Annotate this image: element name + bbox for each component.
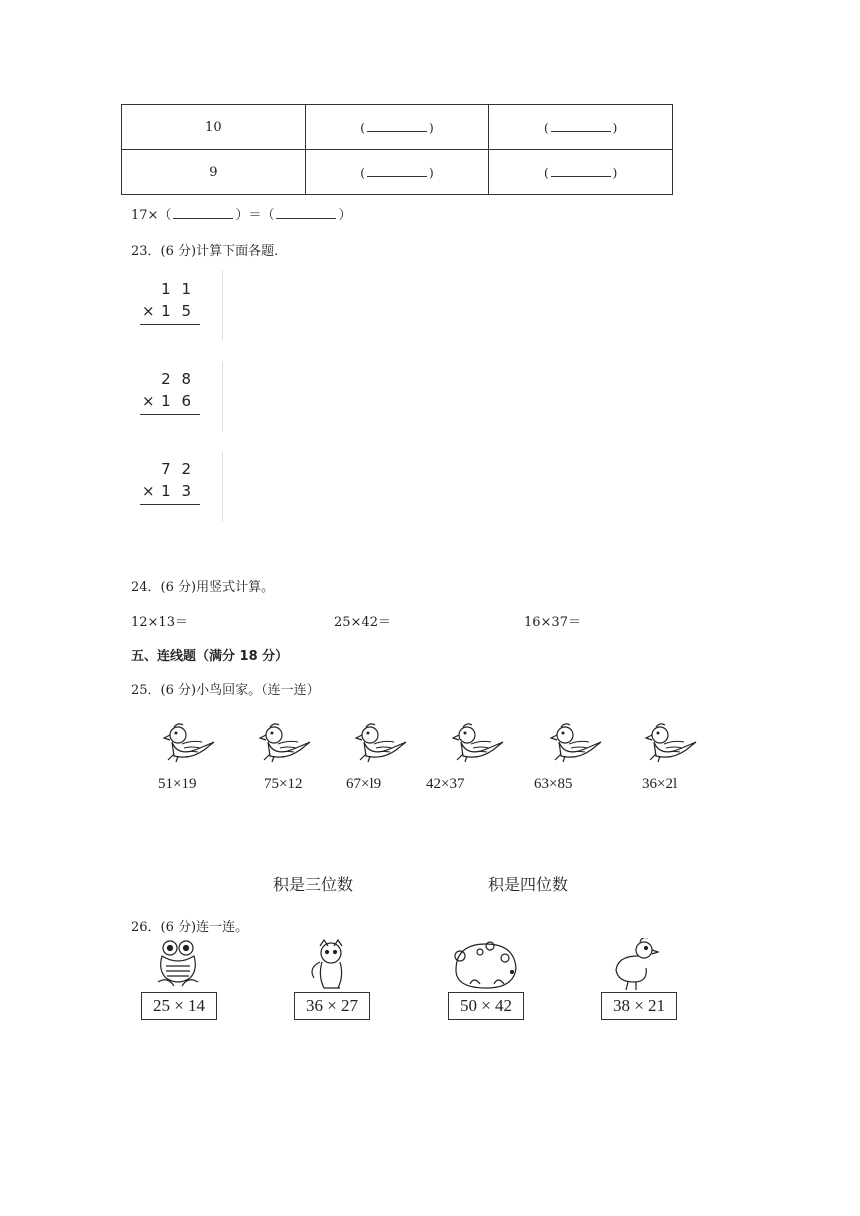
answer-blank[interactable] — [173, 206, 233, 219]
section-heading: 五、连线题（满分 18 分） — [131, 649, 289, 664]
table-row — [122, 150, 673, 195]
birds-row — [150, 720, 710, 770]
answer-blank[interactable] — [551, 164, 611, 177]
product-four-digit[interactable]: 积是四位数 — [488, 875, 569, 894]
answer-table — [121, 104, 673, 195]
table-cell[interactable]: ( ) — [305, 150, 489, 195]
bird-expr[interactable]: 75×12 — [264, 776, 303, 792]
cat-icon — [312, 940, 342, 988]
table-cell[interactable]: ( ) — [305, 105, 489, 150]
answer-blank[interactable] — [367, 164, 427, 177]
hedgehog-icon — [455, 942, 516, 988]
table-cell[interactable]: ( ) — [489, 150, 673, 195]
table-cell[interactable]: ( ) — [489, 105, 673, 150]
expr-box[interactable]: 36 × 27 — [294, 992, 370, 1020]
expr-box[interactable]: 50 × 42 — [448, 992, 524, 1020]
bird-icon — [164, 724, 214, 762]
bird-icon — [356, 724, 406, 762]
answer-blank[interactable] — [551, 119, 611, 132]
q24-item: 12×13＝ — [131, 615, 188, 630]
q25-title: 25．(6 分)小鸟回家。（连一连） — [131, 683, 320, 698]
bird-icon — [260, 724, 310, 762]
bird-icon — [646, 724, 696, 762]
vertical-multiplication: 7 2 × 1 3 — [140, 460, 200, 505]
q24-title: 24．(6 分)用竖式计算。 — [131, 580, 275, 595]
answer-blank[interactable] — [367, 119, 427, 132]
vertical-multiplication: 1 1 × 1 5 — [140, 280, 200, 325]
table-row — [122, 105, 673, 150]
bird-expr[interactable]: 51×19 — [158, 776, 197, 792]
q24-item: 16×37＝ — [524, 615, 581, 630]
product-three-digit[interactable]: 积是三位数 — [273, 875, 354, 894]
table-cell: 10 — [122, 105, 306, 150]
animals-row — [140, 938, 700, 992]
q23-title: 23．(6 分)计算下面各题. — [131, 244, 279, 259]
vertical-multiplication: 2 8 × 1 6 — [140, 370, 200, 415]
bird-icon — [453, 724, 503, 762]
table-cell: 9 — [122, 150, 306, 195]
bird-expr[interactable]: 63×85 — [534, 776, 573, 792]
bird-expr[interactable]: 42×37 — [426, 776, 465, 792]
q24-item: 25×42＝ — [334, 615, 391, 630]
bird-icon — [551, 724, 601, 762]
frog-icon — [158, 941, 198, 986]
expr-box[interactable]: 25 × 14 — [141, 992, 217, 1020]
equation-17: 17×（ ）＝（ ） — [131, 208, 352, 223]
bird-icon — [616, 938, 658, 990]
q26-title: 26．(6 分)连一连。 — [131, 920, 249, 935]
expr-box[interactable]: 38 × 21 — [601, 992, 677, 1020]
bird-expr[interactable]: 36×2l — [642, 776, 678, 792]
answer-blank[interactable] — [276, 206, 336, 219]
bird-expr[interactable]: 67×l9 — [346, 776, 382, 792]
